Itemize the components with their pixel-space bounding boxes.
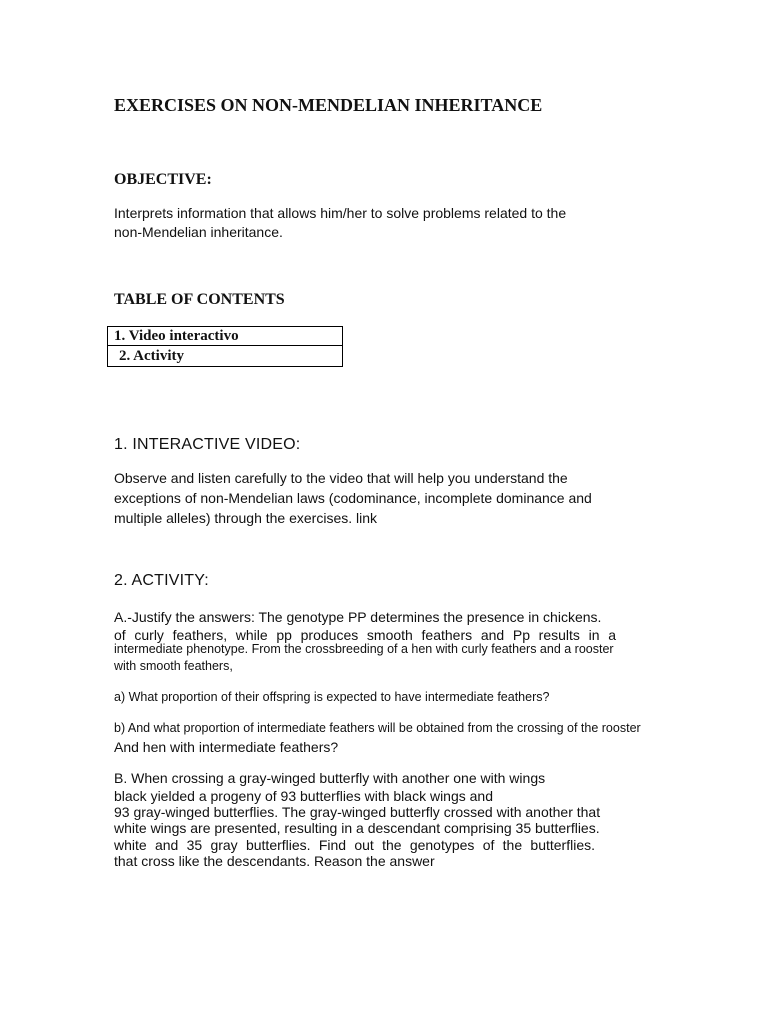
interactive-video-heading: 1. INTERACTIVE VIDEO:: [114, 436, 301, 453]
objective-line-1: Interprets information that allows him/her to solve problems related to the: [114, 205, 567, 221]
document-title: EXERCISES ON NON-MENDELIAN INHERITANCE: [114, 95, 543, 115]
activity-a-line-2: of curly feathers, while pp produces smooth feathers and Pp results in a: [114, 627, 616, 643]
question-b-line-1: b) And what proportion of intermediate feathers will be obtained from the crossing of the rooster: [114, 721, 641, 735]
activity-b-line-3: 93 gray-winged butterflies. The gray-winged butterfly crossed with another that: [114, 804, 601, 820]
activity-b-line-4: white wings are presented, resulting in a descendant comprising 35 butterflies.: [114, 820, 600, 836]
activity-a-line-3: intermediate phenotype. From the crossbreeding of a hen with curly feathers and a rooster: [114, 642, 614, 656]
activity-b-line-6: that cross like the descendants. Reason the answer: [114, 853, 435, 869]
objective-heading: OBJECTIVE:: [114, 171, 212, 188]
activity-heading: 2. ACTIVITY:: [114, 572, 209, 589]
activity-a-line-4: with smooth feathers,: [114, 659, 233, 673]
video-line-1: Observe and listen carefully to the video that will help you understand the: [114, 470, 568, 486]
objective-line-2: non-Mendelian inheritance.: [114, 224, 283, 240]
video-line-2: exceptions of non-Mendelian laws (codominance, incomplete dominance and: [114, 490, 592, 506]
question-b-line-2: And hen with intermediate feathers?: [114, 739, 339, 755]
activity-b-line-2: black yielded a progeny of 93 butterflies with black wings and: [114, 788, 493, 804]
toc-heading: TABLE OF CONTENTS: [114, 291, 285, 308]
activity-b-line-1: B. When crossing a gray-winged butterfly with another one with wings: [114, 770, 546, 786]
toc-item-video[interactable]: 1. Video interactivo: [108, 327, 342, 346]
toc-table: [107, 326, 343, 367]
video-line-3: multiple alleles) through the exercises. link: [114, 510, 378, 526]
activity-b-line-5: white and 35 gray butterflies. Find out the genotypes of the butterflies.: [114, 837, 595, 853]
question-a: a) What proportion of their offspring is expected to have intermediate feathers?: [114, 690, 550, 704]
activity-a-line-1: A.-Justify the answers: The genotype PP determines the presence in chickens.: [114, 609, 602, 625]
toc-item-activity[interactable]: 2. Activity: [119, 348, 184, 364]
